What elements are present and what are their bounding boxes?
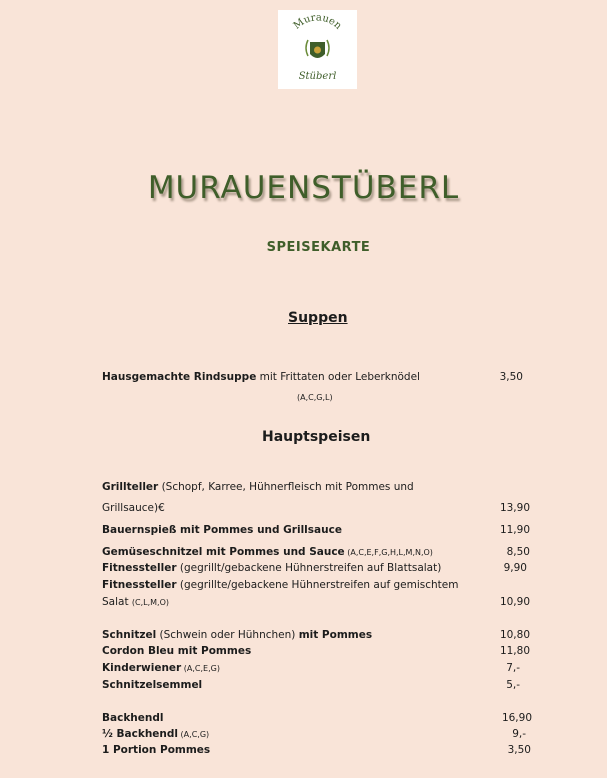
branch-right-icon bbox=[327, 40, 329, 56]
item-name: Fitnessteller bbox=[102, 579, 177, 591]
menu-item-cordon-bleu bbox=[102, 645, 251, 657]
item-price: 8,50 bbox=[506, 546, 530, 558]
item-desc: (gegrillt/gebackene Hühnerstreifen auf Blattsalat) bbox=[176, 562, 442, 574]
item-name: Grillteller bbox=[102, 481, 159, 493]
logo bbox=[278, 10, 357, 89]
page-subtitle: SPEISEKARTE bbox=[266, 240, 371, 255]
item-desc-continued bbox=[102, 596, 169, 608]
item-name: Fitnessteller bbox=[102, 562, 177, 574]
menu-item-rindsuppe bbox=[102, 371, 420, 383]
menu-item-fitnessteller-gemischt bbox=[102, 579, 459, 591]
item-price: 11,80 bbox=[499, 645, 530, 657]
item-name: Schnitzelsemmel bbox=[102, 679, 203, 691]
item-price: 11,90 bbox=[499, 524, 530, 536]
item-price: 3,50 bbox=[499, 371, 523, 383]
menu-item-grillteller bbox=[102, 481, 414, 493]
item-name-suffix: mit Pommes bbox=[298, 629, 373, 641]
section-heading-hauptspeisen: Hauptspeisen bbox=[262, 429, 371, 445]
menu-item-schnitzelsemmel bbox=[102, 679, 202, 691]
menu-item-schnitzel bbox=[102, 629, 372, 641]
item-name: 1 Portion Pommes bbox=[102, 744, 211, 756]
item-allergens: (A,C,E,F,G,H,L,M,N,O) bbox=[344, 548, 433, 557]
logo-top-text: Murauen bbox=[291, 12, 344, 32]
item-allergens: (A,C,G,L) bbox=[297, 393, 333, 402]
item-desc: Salat bbox=[102, 596, 132, 608]
item-price: 10,80 bbox=[499, 629, 530, 641]
item-desc: (Schwein oder Hühnchen) bbox=[156, 629, 299, 641]
menu-item-fitnessteller-blattsalat bbox=[102, 562, 441, 574]
menu-item-kinderwiener bbox=[102, 662, 220, 674]
item-price: 3,50 bbox=[507, 744, 531, 756]
item-price: 9,- bbox=[512, 728, 526, 740]
item-name: Backhendl bbox=[102, 712, 164, 724]
menu-item-gemueseschnitzel bbox=[102, 546, 433, 558]
item-name: Bauernspieß mit Pommes und Grillsauce bbox=[102, 524, 342, 536]
item-name: Gemüseschnitzel mit Pommes und Sauce bbox=[102, 546, 345, 558]
item-desc: (Schopf, Karree, Hühnerfleisch mit Pommes und bbox=[158, 481, 414, 493]
item-allergens: (A,C,E,G) bbox=[181, 664, 220, 673]
menu-item-pommes bbox=[102, 744, 210, 756]
logo-bottom-text: Stüberl bbox=[298, 71, 337, 82]
item-price: 13,90 bbox=[499, 502, 530, 514]
item-name: Schnitzel bbox=[102, 629, 157, 641]
item-name: Hausgemachte Rindsuppe bbox=[102, 371, 257, 383]
item-price: 16,90 bbox=[501, 712, 532, 724]
item-desc-continued: Grillsauce)€ bbox=[102, 502, 165, 514]
item-price: 9,90 bbox=[503, 562, 527, 574]
menu-item-halbes-backhendl bbox=[102, 728, 209, 740]
item-name: ½ Backhendl bbox=[102, 728, 179, 740]
item-allergens: (A,C,G) bbox=[178, 730, 210, 739]
hop-icon bbox=[314, 47, 321, 54]
menu-item-backhendl bbox=[102, 712, 163, 724]
item-price: 10,90 bbox=[499, 596, 530, 608]
section-heading-suppen: Suppen bbox=[288, 310, 348, 326]
branch-left-icon bbox=[306, 40, 308, 56]
item-price: 7,- bbox=[506, 662, 520, 674]
item-price: 5,- bbox=[506, 679, 520, 691]
item-desc: mit Frittaten oder Leberknödel bbox=[256, 371, 420, 383]
item-desc: (gegrillte/gebackene Hühnerstreifen auf gemischtem bbox=[176, 579, 459, 591]
logo-emblem bbox=[278, 10, 357, 89]
page-title: MURAUENSTÜBERL bbox=[147, 170, 460, 206]
menu-item-bauernspiess bbox=[102, 524, 342, 536]
item-name: Kinderwiener bbox=[102, 662, 182, 674]
item-name: Cordon Bleu mit Pommes bbox=[102, 645, 252, 657]
item-allergens: (C,L,M,O) bbox=[131, 598, 170, 607]
